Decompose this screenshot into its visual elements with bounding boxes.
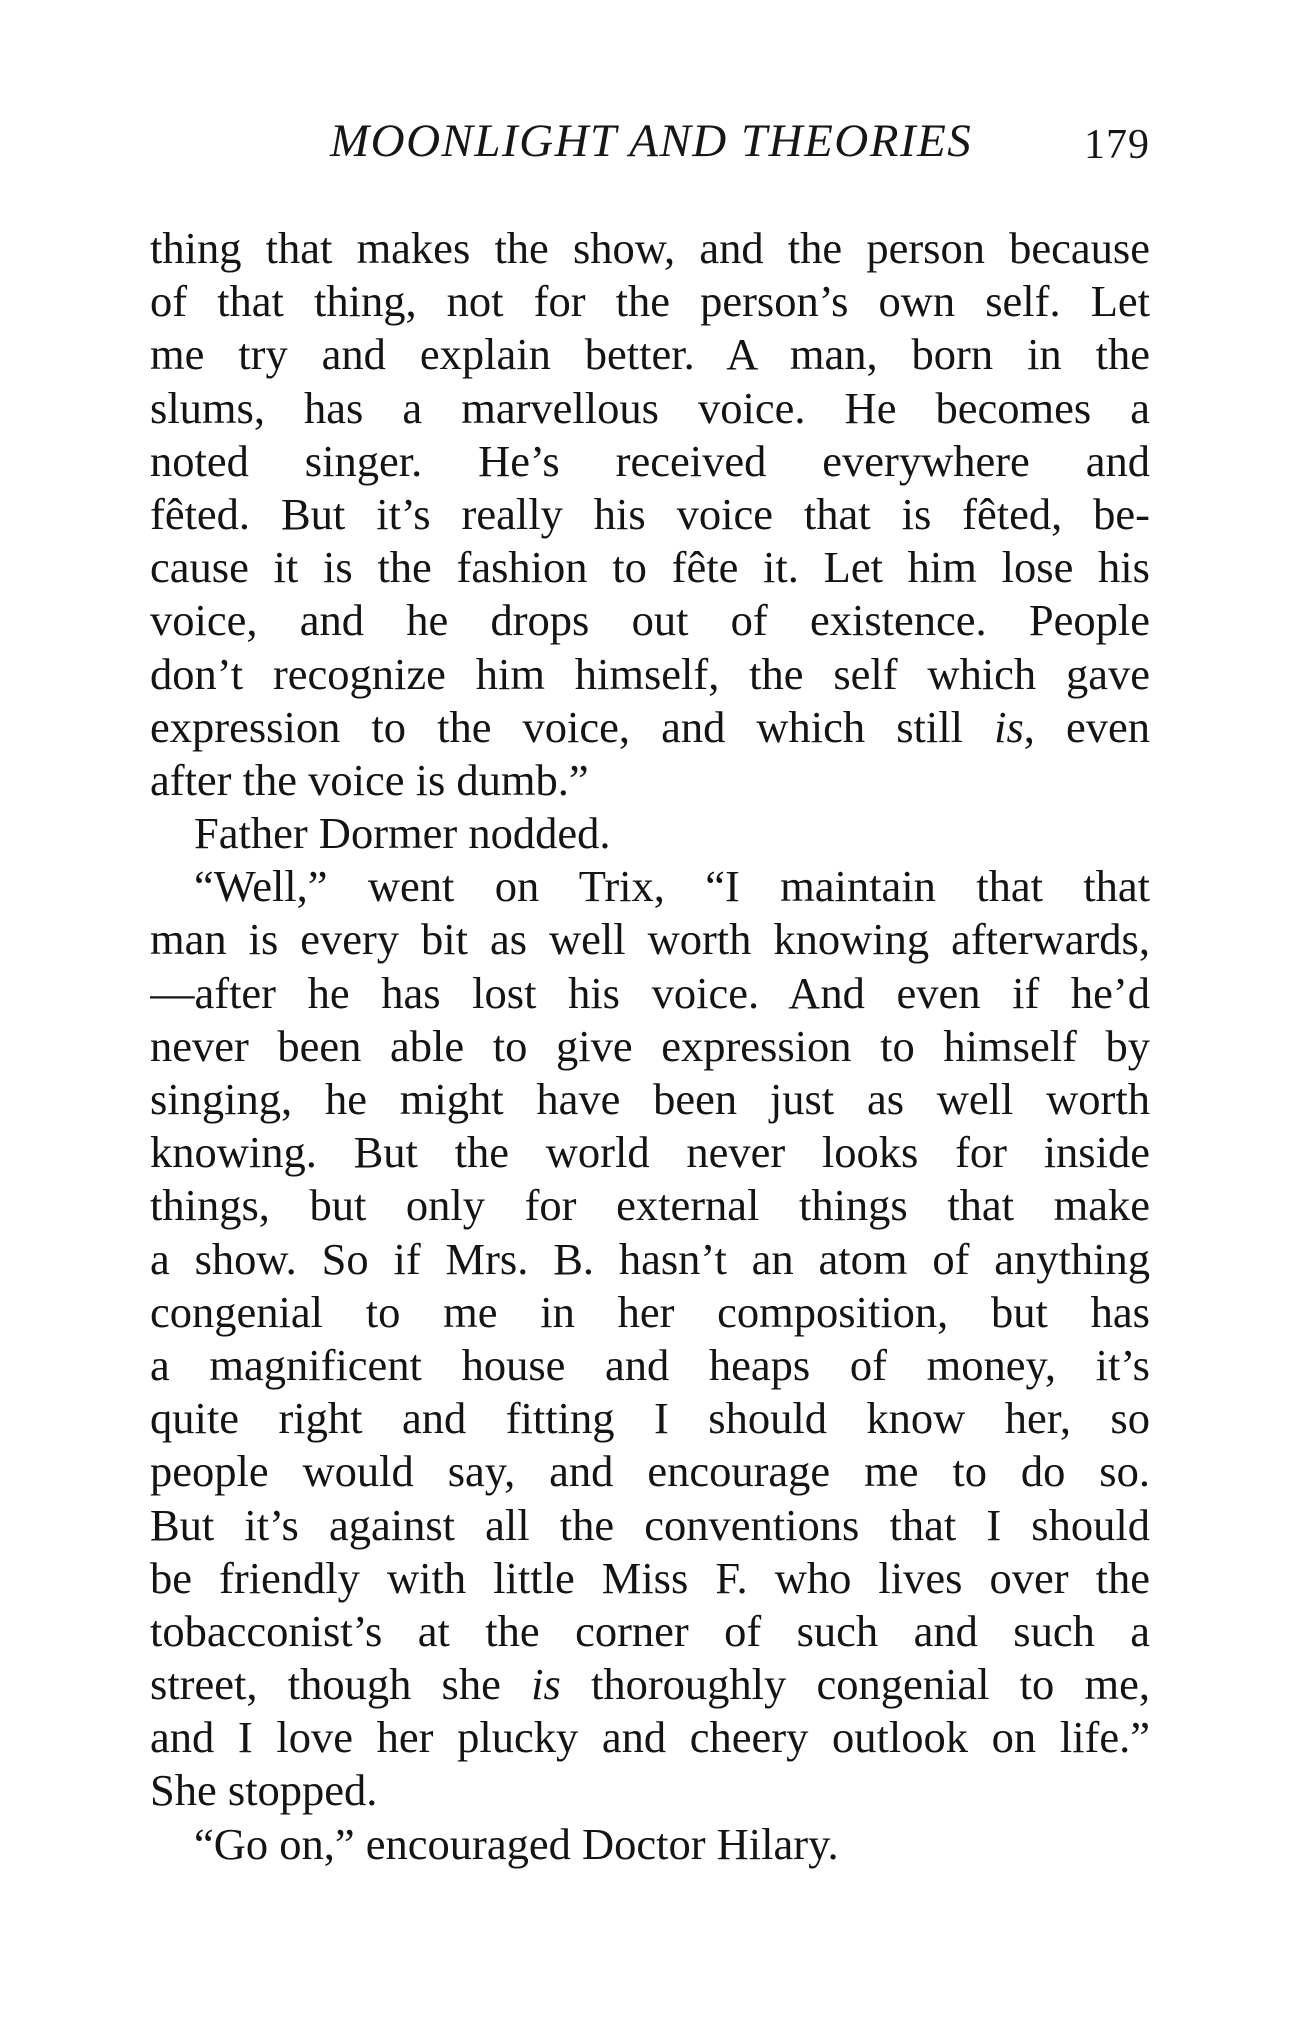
text-line: be friendly with little Miss F. who lives over the <box>150 1552 1150 1603</box>
text-segment: thoroughly congenial to me, <box>590 1659 1150 1710</box>
text-line: people would say, and encourage me to do so. <box>150 1446 1150 1497</box>
italic-emphasis: is <box>531 1659 561 1710</box>
text-line: thing that makes the show, and the person because <box>150 223 1150 273</box>
running-title: MOONLIGHT AND THEORIES <box>330 115 973 167</box>
text-line: and I love her plucky and cheery outlook on life.” <box>150 1712 1150 1763</box>
text-line <box>150 701 1150 754</box>
italic-emphasis: is <box>994 701 1024 752</box>
running-head <box>150 115 1150 178</box>
text-line: singing, he might have been just as well worth <box>150 1074 1150 1124</box>
paragraph-line: Father Dormer nodded. <box>194 808 611 859</box>
text-segment: street, though she <box>150 1659 501 1710</box>
text-line: things, but only for external things that make <box>150 1180 1150 1231</box>
text-line: slums, has a marvellous voice. He becomes a <box>150 382 1150 433</box>
page-number: 179 <box>1084 122 1150 168</box>
text-line: fêted. But it’s really his voice that is fêted, be- <box>150 488 1150 539</box>
text-line: of that thing, not for the person’s own self. Let <box>150 276 1150 327</box>
text-line: noted singer. He’s received everywhere and <box>150 435 1150 486</box>
text-line: a show. So if Mrs. B. hasn’t an atom of anything <box>150 1233 1150 1284</box>
text-line: cause it is the fashion to fête it. Let him lose his <box>150 542 1150 593</box>
text-line: congenial to me in her composition, but has <box>150 1286 1150 1337</box>
text-line: She stopped. <box>150 1765 378 1816</box>
text-line: man is every bit as well worth knowing afterwards, <box>150 914 1150 965</box>
text-line: never been able to give expression to himself by <box>150 1020 1150 1071</box>
text-line: voice, and he drops out of existence. People <box>150 595 1150 646</box>
text-segment: , even <box>1023 701 1150 752</box>
text-line: knowing. But the world never looks for inside <box>150 1127 1150 1178</box>
text-line: me try and explain better. A man, born in the <box>150 329 1150 380</box>
paragraph-line: “Well,” went on Trix, “I maintain that that <box>194 861 1150 912</box>
text-line: a magnificent house and heaps of money, it’s <box>150 1339 1150 1390</box>
text-segment: expression to the voice, and which still <box>150 701 964 752</box>
paragraph-line: “Go on,” encouraged Doctor Hilary. <box>194 1818 839 1869</box>
text-line: But it’s against all the conventions that I should <box>150 1499 1150 1550</box>
text-line <box>150 1658 1150 1711</box>
text-line: don’t recognize him himself, the self which gave <box>150 648 1150 699</box>
body-text <box>150 222 1150 1871</box>
text-line: tobacconist’s at the corner of such and such a <box>150 1605 1150 1656</box>
text-line: —after he has lost his voice. And even if he’d <box>150 967 1150 1018</box>
text-line: quite right and fitting I should know her, so <box>150 1393 1150 1444</box>
text-line: after the voice is dumb.” <box>150 754 589 805</box>
